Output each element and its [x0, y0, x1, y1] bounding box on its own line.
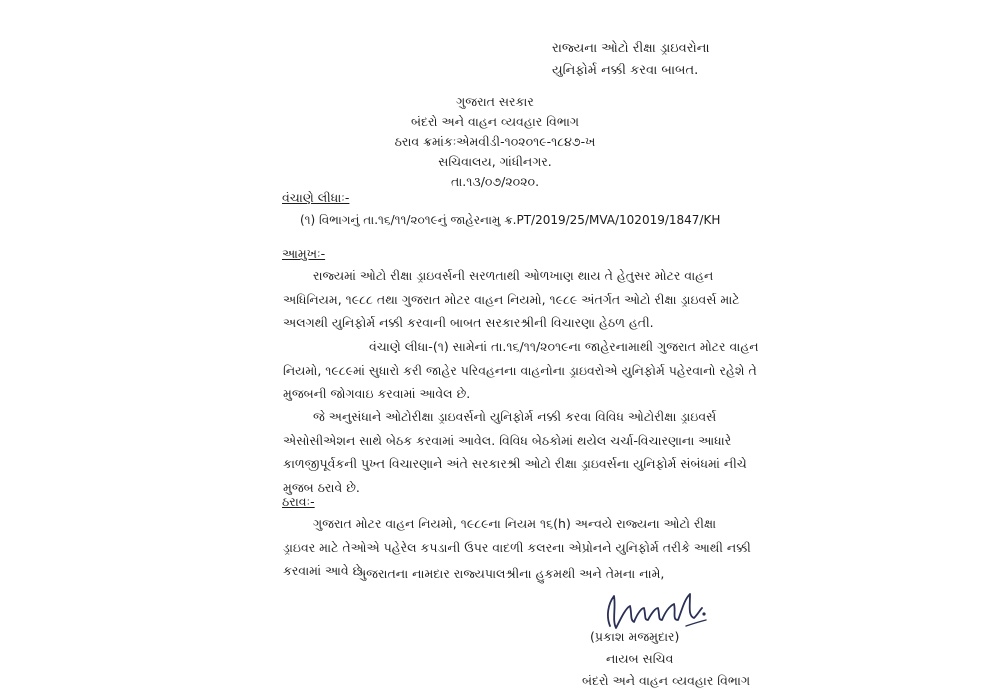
subject-line-2: યુનિફોર્મ નક્કી કરવા બાબત. — [552, 63, 699, 78]
paragraph-line: એસોસીએશન સાથે બેઠક કરવામાં આવેલ. વિવિધ બેઠકોમાં થયેલ ચર્ચા-વિચારણાના આધારે — [283, 432, 732, 448]
preamble-paragraph-1 — [283, 264, 740, 335]
government-name: ગુજરાત સરકાર — [456, 94, 534, 109]
resolution-date: તા.૧૩/૦૭/૨૦૨૦. — [450, 174, 540, 189]
preamble-paragraph-2 — [283, 335, 759, 406]
paragraph-line: કરવામાં આવે છે. — [283, 563, 367, 578]
paragraph-line: મુજબ ઠરાવે છે. — [283, 479, 360, 495]
paragraph-line: રાજ્યમાં ઓટો રીક્ષા ડ્રાઇવર્સની સરળતાથી ઓળખાણ થાય તે હેતુસર મોટર વાહન — [313, 268, 714, 283]
paragraph-line: જે અનુસંધાને ઓટોરીક્ષા ડ્રાઇવર્સનો યુનિફોર્મ નક્કી કરવા વિવિધ ઓટોરીક્ષા ડ્રાઇવર્સ — [313, 409, 717, 424]
signatory-designation: નાયબ સચિવ — [606, 651, 674, 666]
paragraph-line: વંચાણે લીધા-(૧) સામેનાં તા.૧૬/૧૧/૨૦૧૯ના જાહેરનામાથી ગુજરાત મોટર વાહન — [369, 339, 759, 354]
order-line: ગુજરાતના નામદાર રાજ્યપાલશ્રીના હુકમથી અને તેમના નામે, — [357, 566, 665, 581]
paragraph-line: કાળજીપૂર્વકની પુખ્ત વિચારણાને અંતે સરકારશ્રી ઓટો રીક્ષા ડ્રાઇવર્સના યુનિફોર્મ સંબંધમાં નીચે — [283, 456, 747, 471]
resolution-number: ઠરાવ ક્રમાંકઃએમવીડી-૧૦૨૦૧૯-૧૮૪૭-ખ — [394, 134, 596, 149]
paragraph-line: અધિનિયમ, ૧૯૮૮ તથા ગુજરાત મોટર વાહન નિયમો, ૧૯૮૯ અંતર્ગત ઓટો રીક્ષા ડ્રાઇવર્સ માટે — [283, 291, 740, 307]
department-name: બંદરો અને વાહન વ્યવહાર વિભાગ — [410, 114, 580, 129]
preamble-section-title: આમુખઃ- — [282, 246, 326, 261]
paragraph-line: ડ્રાઇવર માટે તેઓએ પહેરેલ કપડાની ઉપર વાદળી કલરના એપ્રોનને યુનિફોર્મ તરીકે આથી નક્કી — [283, 539, 751, 555]
paragraph-line: અલગથી યુનિફોર્મ નક્કી કરવાની બાબત સરકારશ્રીની વિચારણા હેઠળ હતી. — [283, 315, 654, 330]
document-header — [330, 92, 660, 192]
signatory-department: બંદરો અને વાહન વ્યવહાર વિભાગ — [582, 673, 751, 688]
paragraph-line: ગુજરાત મોટર વાહન નિયમો, ૧૯૮૯ના નિયમ ૧૬(h) અન્વયે રાજ્યના ઓટો રીક્ષા — [313, 516, 717, 531]
read-reference-item: (૧) વિભાગનું તા.૧૬/૧૧/૨૦૧૯નું જાહેરનામુ ક્ર.PT/2019/25/MVA/102019/1847/KH — [300, 213, 721, 227]
subject-line-1: રાજ્યના ઓટો રીક્ષા ડ્રાઇવરોના — [552, 41, 710, 56]
read-section-title: વંચાણે લીધાઃ- — [282, 190, 350, 205]
paragraph-line: નિયમો, ૧૯૮૯માં સુધારો કરી જાહેર પરિવહનના વાહનોના ડ્રાઇવરોએ યુનિફોર્મ પહેરવાનો રહેશે તે — [283, 362, 757, 378]
paragraph-line: મુજબની જોગવાઇ કરવામાં આવેલ છે. — [283, 386, 471, 401]
signature-block — [580, 626, 750, 692]
preamble-paragraph-3 — [283, 405, 747, 499]
signatory-name: (પ્રકાશ મજમુદાર) — [590, 629, 680, 644]
subject-block — [552, 38, 710, 82]
resolution-section-title: ઠરાવઃ- — [282, 494, 315, 509]
office-location: સચિવાલય, ગાંધીનગર. — [438, 154, 552, 169]
